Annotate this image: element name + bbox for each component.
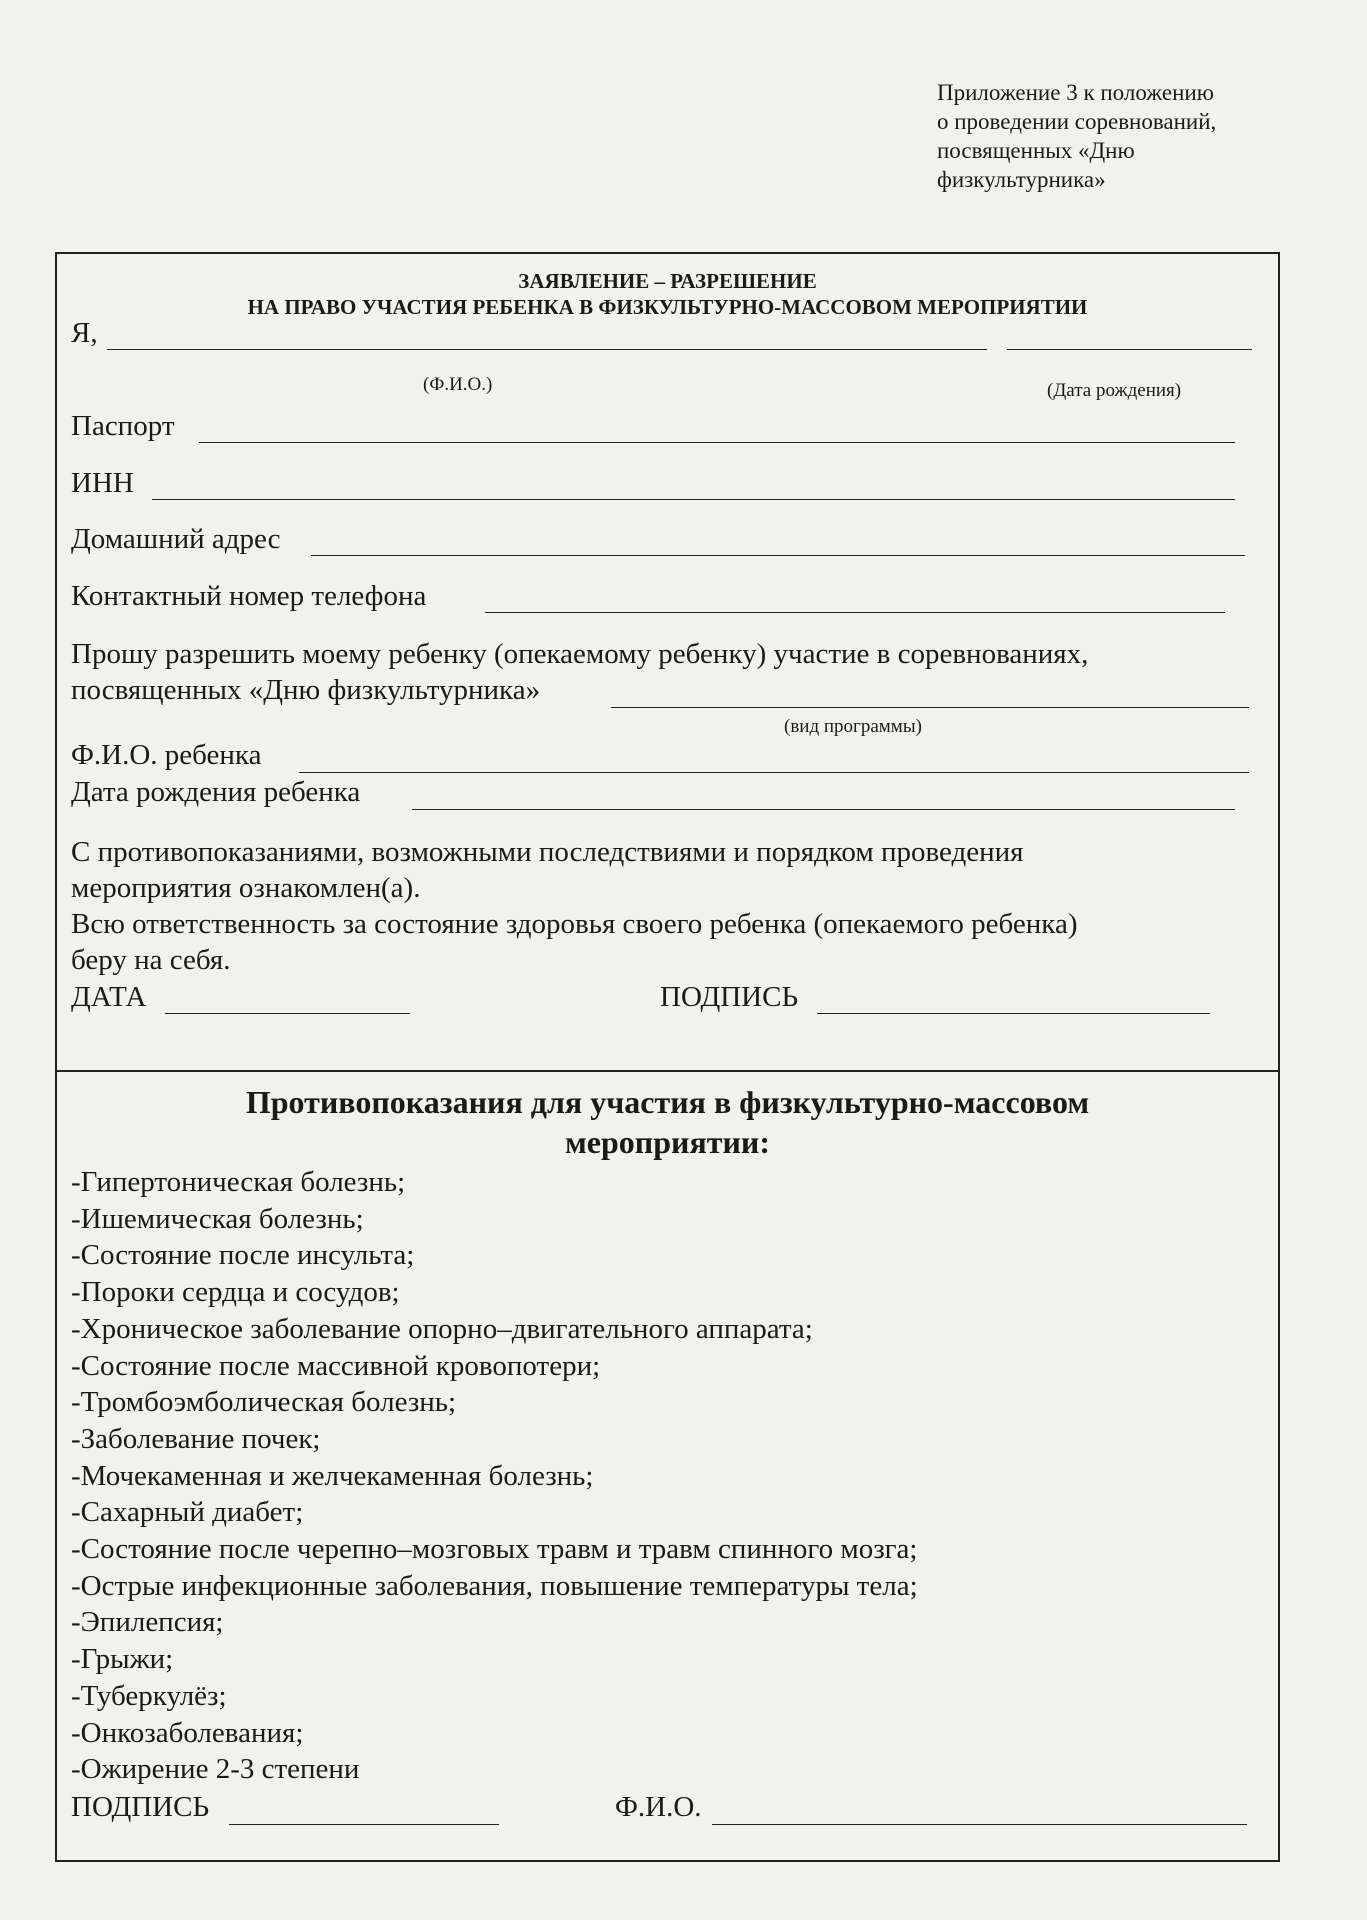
contraindication-item: -Эпилепсия;: [71, 1606, 224, 1639]
resp-line: беру на себя.: [71, 944, 231, 976]
fio-caption: (Ф.И.О.): [423, 374, 493, 395]
signature-label: ПОДПИСЬ: [660, 981, 799, 1013]
contraindication-item: -Состояние после массивной кровопотери;: [71, 1349, 601, 1382]
contra-signature-label: ПОДПИСЬ: [71, 1791, 210, 1823]
form-subtitle: НА ПРАВО УЧАСТИЯ РЕБЕНКА В ФИЗКУЛЬТУРНО-МАССОВОМ МЕРОПРИЯТИИ: [247, 295, 1088, 319]
contraindication-item: -Пороки сердца и сосудов;: [71, 1276, 400, 1309]
address-label: Домашний адрес: [71, 523, 281, 555]
phone-label: Контактный номер телефона: [71, 580, 427, 612]
child-birth-label: Дата рождения ребенка: [71, 776, 361, 808]
program-caption: (вид программы): [784, 716, 922, 737]
address-line[interactable]: [311, 555, 1245, 556]
contra-signature-line[interactable]: [229, 1824, 499, 1825]
passport-label: Паспорт: [71, 410, 175, 442]
contraindication-item: -Онкозаболевания;: [71, 1716, 304, 1749]
contraindication-item: -Гипертоническая болезнь;: [71, 1166, 406, 1198]
fio-line[interactable]: [107, 349, 987, 350]
program-line[interactable]: [611, 707, 1249, 708]
contraindication-item: -Грыжи;: [71, 1643, 174, 1676]
i-label: Я,: [71, 317, 98, 349]
contraindication-item: -Ожирение 2-3 степени: [71, 1753, 360, 1786]
annex-line: о проведении соревнований,: [937, 109, 1217, 134]
contraindications-section: [55, 1070, 1280, 1862]
resp-line: Всю ответственность за состояние здоровья своего ребенка (опекаемого ребенка): [71, 908, 1078, 940]
contraindication-item: -Мочекаменная и желчекаменная болезнь;: [71, 1459, 594, 1492]
annex-line: Приложение 3 к положению: [937, 80, 1214, 105]
application-form: [55, 252, 1280, 1072]
contraindication-item: -Заболевание почек;: [71, 1422, 321, 1455]
contraindication-item: -Состояние после инсульта;: [71, 1239, 415, 1272]
birth-caption: (Дата рождения): [1047, 380, 1182, 401]
annex-note: [937, 78, 1277, 194]
contraindication-item: -Острые инфекционные заболевания, повышение температуры тела;: [71, 1569, 918, 1602]
birth-date-line[interactable]: [1007, 349, 1252, 350]
contra-fio-label: Ф.И.О.: [615, 1791, 702, 1823]
contra-title-line: мероприятии:: [564, 1124, 771, 1160]
contraindication-item: -Ишемическая болезнь;: [71, 1202, 364, 1235]
passport-line[interactable]: [199, 442, 1235, 443]
annex-line: физкультурника»: [937, 167, 1106, 192]
inn-label: ИНН: [71, 467, 134, 499]
contraindication-item: -Сахарный диабет;: [71, 1496, 304, 1529]
contra-title-line: Противопоказания для участия в физкультурно-массовом: [245, 1084, 1090, 1120]
date-line[interactable]: [165, 1013, 410, 1014]
request-text-line2: посвященных «Дню физкультурника»: [71, 674, 541, 706]
contraindication-item: -Состояние после черепно–мозговых травм и травм спинного мозга;: [71, 1533, 918, 1566]
contra-fio-line[interactable]: [712, 1824, 1247, 1825]
signature-line[interactable]: [817, 1013, 1210, 1014]
form-title: ЗАЯВЛЕНИЕ – РАЗРЕШЕНИЕ: [518, 269, 817, 293]
request-text-line1: Прошу разрешить моему ребенку (опекаемому ребенку) участие в соревнованиях,: [71, 638, 1089, 670]
child-birth-line[interactable]: [412, 809, 1235, 810]
contraindication-item: -Тромбоэмболическая болезнь;: [71, 1386, 457, 1419]
child-fio-label: Ф.И.О. ребенка: [71, 739, 262, 771]
contraindications-list: [71, 1164, 918, 1788]
date-label: ДАТА: [71, 981, 147, 1013]
acknowledgement: [71, 834, 1078, 978]
contraindications-title: [57, 1082, 1278, 1162]
child-fio-line[interactable]: [299, 772, 1249, 773]
contraindication-item: -Хроническое заболевание опорно–двигательного аппарата;: [71, 1312, 813, 1345]
ack-line: С противопоказаниями, возможными последствиями и порядком проведения: [71, 836, 1024, 868]
phone-line[interactable]: [485, 612, 1225, 613]
ack-line: мероприятия ознакомлен(а).: [71, 872, 421, 904]
annex-line: посвященных «Дню: [937, 138, 1135, 163]
contraindication-item: -Туберкулёз;: [71, 1679, 227, 1712]
inn-line[interactable]: [152, 499, 1235, 500]
